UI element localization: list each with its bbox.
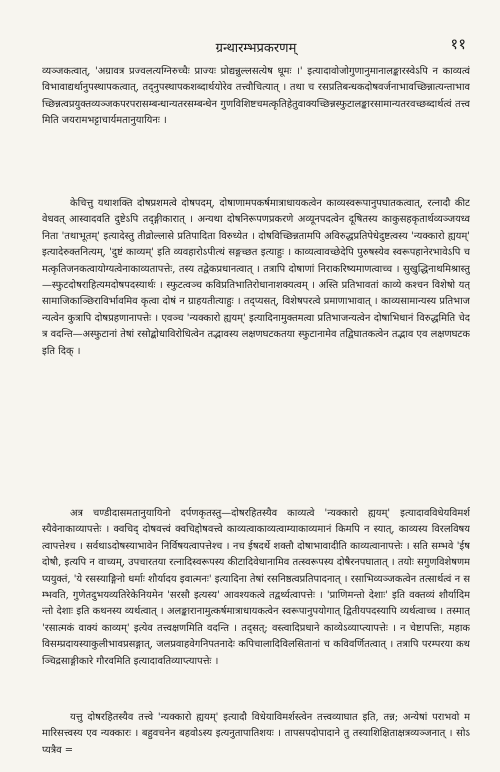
page-header (42, 36, 470, 58)
page-number: ११ (450, 35, 466, 53)
paragraph-2: केचित्तु यथाशक्ति दोषप्रशमत्वे दोषपदम्, दोषाणामपकर्षमात्राधायकत्वेन काव्यस्वरूपानुपघातकत्वात्, रत्नादौ कीटवेधवत् आस्वादवति दुष्टेऽपि तद्ङ्गीकारात् । अन्यथा दोषनिरूपणप्रकरणे अव्यूनपदत्वेन दूषितस्य काकुसहकृतार्थव्यञ्जयध्वनिता 'तथाभूतम्' इत्यादेस्तु तीव्रोल्लासे प्रतिपादिता विरुध्येत । दोषविच्छिन्नतामपि अविरुद्धप्रतिपेधेदुष्टत्वस्य 'न्यक्कारो ह्ययम्' इत्यादेरुक्तनित्यम्, 'दुष्टं काव्यम्' इति व्यवहारोऽपीत्थं सङ्गच्छत इत्याहुः । काव्यत्वावच्छेदेपि पुरुषस्येव स्वरूपहानेरभावेऽपि चमत्कृतिजनकत्वायोग्यत्वेनाकाव्यतापत्तेः, तस्य तद्वेकप्रधानत्वात् । तत्रापि दोषाणां निराकरिष्यमाणत्वाच्च । सुखुद्धिनाथमिश्रास्तु—स्फुटदोषराहित्यमदोषपदस्यार्थः । स्फुटत्वञ्च कविप्रतिभातिरोधानाशक्यत्वम् । अस्ति प्रतिभावतां काव्ये कश्चन विशेषो यत् सामाजिकाञ्छिराविर्भावमिव कृत्वा दोषं न ग्राहयतीत्याहुः । तद्प्यसत्, विशेषपरत्वे प्रमाणाभावात् । काव्यसामान्यस्य प्रतिभाजन्यत्वेन कुत्रापि दोषप्रहणानापत्तेः । एवञ्च 'न्यक्कारो ह्ययम्' इत्यादिनामुक्तमत्वा प्रतिभाजन्यत्वेन दोषाभिधानं विरुद्धमिति चेदत्र वदन्ति—अस्फुटानां तेषां रसोद्बोधाविरोधित्वेन तद्भावस्य लक्षणघटकतया स्फुटानामेव तद्विघातकत्वेन तद्भाव एव लक्षणघटक इति दिक् । (42, 198, 470, 357)
paragraph-1: व्यञ्जकत्वात्, 'अग्रावत्र प्रज्वलत्यग्निरुच्चैः प्राज्यः प्रोद्यन्नुल्लसत्येष धूमः ।' इत्यादावोजोगुणानुमानालङ्कारस्वेऽपि न काव्यत्वं विभावाद्यर्थानुपस्थापकत्वात्, तद्नुपस्थापकशब्दार्थयोरेव तत्त्वौचित्यात् । तथा च रसप्रतिबन्धकदोषवर्जनाभावच्छिन्नात्यन्ताभावच्छिन्नत्वप्रयुक्तव्यञ्जकपरपरासम्बन्धान्यतरसम्बन्धेन गुणविशिष्टचमत्कृतिहेतुवाक्यच्छिन्नस्फुटालङ्कारसामान्यतरवच्छब्दार्थत्वं तत्त्वमिति जयरामभट्टाचार्यमतानुयायिनः । (42, 66, 470, 127)
running-title: ग्रन्थारम्भप्रकरणम् (215, 41, 297, 56)
paragraph-4: यत्तु दोषरहितस्यैव तत्त्वे 'न्यक्कारो ह्ययम्' इत्यादौ विधेयाविमर्शस्त्वेन तत्त्वव्याघात इति, तन्न; अन्येषां पराभवो ममारिसत्त्वस्य एव न्यक्कारः । बहुवचनेन बहवोऽस्य इत्यनुतापातिशयः । तापसपदोपादाने तु तस्याशिक्षिताक्षत्रव्यञ्जनात् । सोऽप्यत्रैव = (42, 712, 470, 756)
paragraph-3: अत्र चण्डीदासमतानुयायिनो दर्पणकृतस्तु—दोषरहितस्यैव काव्यत्वे 'न्यक्कारो ह्ययम्' इत्यादावविधेयविमर्शस्यैवेनाकाव्यापत्तेः । क्वचिद् दोषवत्त्वं क्वचिद्दोषवत्त्वे काव्यत्वाकाव्यत्वाम्याकाव्यमानं किमपि न स्यात्, काव्यस्य विरलविषयत्वापत्तेश्च । सर्वथाऽदोषस्याभावेन निर्विषयत्वापत्तेश्च । नच ईषदर्थे शक्तौ दोषाभावादीति काव्यत्वानापत्तेः । सति सम्भवे 'ईषदोषौ, इत्यपि न वाच्यम्, उपचारतया रत्नादिस्वरूपस्य कीटादिवेधानामिव तत्स्वरूपस्य दोषैरनपघातात् । तयोः सगुणविशेषणमप्ययुक्तं, 'ये रसस्याङ्गिनो धर्माः शौर्यादय इवात्मनः' इत्यादिना तेषां रसनिष्ठत्वप्रतिपादनात् । रसाभिव्यञ्जकत्वेन तत्सार्थत्वं न सम्भवति, गुणेतदुभयव्यतिरेकेनियमेन 'सरसौ इत्यस्य' आवश्यकत्वे तद्वर्थ्यत्वापत्तेः । 'प्राणिमन्तो देशाः' इति वक्तव्यं शौर्यादिमन्तो देशाः इति कथनस्य व्यर्थत्वात् । अलङ्कारानामुत्कर्षमात्राधायकत्वेन स्वरूपानुपयोगात् द्वितीयपदस्यापि व्यर्थत्वाच्च । तस्मात् 'रसात्मकं वाक्यं काव्यम्' इत्येव तत्त्वक्षणमिति वदन्ति । तद्सत्; वस्त्वादिप्रधाने काव्येऽव्याप्त्यापत्तेः । न चेष्टापत्तिः, महाकविसम्प्रदायस्याकुलीभावप्रसङ्गात्, जलप्रवाहवेगनिपतनादेः कपिचालादिविलसितानां च कविवर्णितत्वात् । तत्रापि परम्परया कथञ्चिद्रसाङ्गीकारे गौरवमिति इत्यादावतिव्याप्त्यापत्तेः । (42, 508, 470, 667)
